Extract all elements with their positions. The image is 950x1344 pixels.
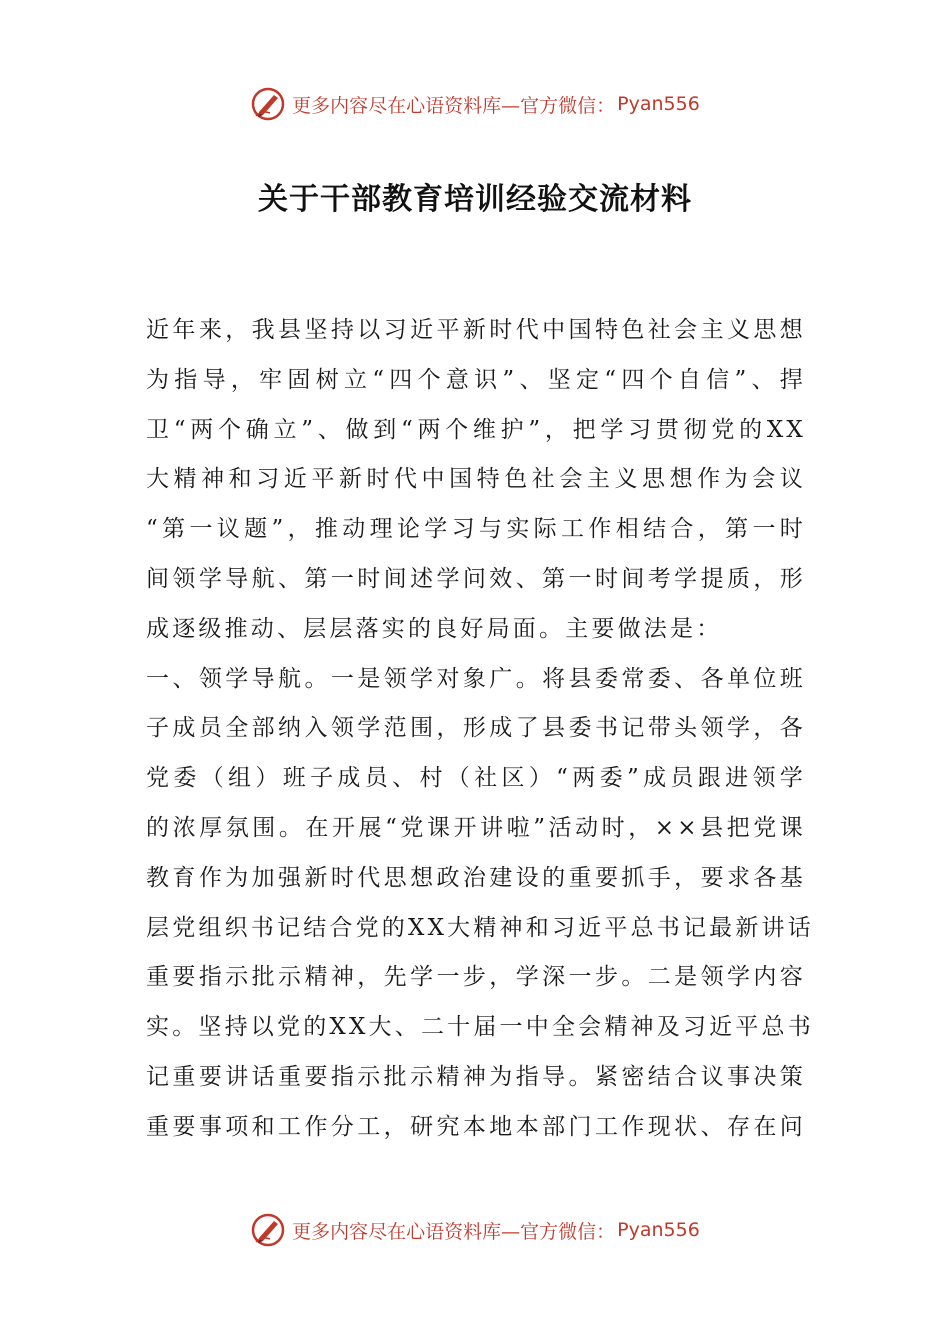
body-line: 重要事项和工作分工，研究本地本部门工作现状、存在问 xyxy=(146,1113,806,1140)
body-line: 一、领学导航。一是领学对象广。将县委常委、各单位班 xyxy=(146,665,806,692)
body-line: 成逐级推动、层层落实的良好局面。主要做法是： xyxy=(146,615,723,642)
document-title: 关于干部教育培训经验交流材料 xyxy=(258,182,692,217)
body-line: 子成员全部纳入领学范围，形成了县委书记带头领学，各 xyxy=(146,715,806,742)
body-line: 党委（组）班子成员、村（社区）“两委”成员跟进领学 xyxy=(146,765,806,792)
body-line: 卫“两个确立”、做到“两个维护”，把学习贯彻党的XX xyxy=(146,416,806,443)
body-line: 间领学导航、第一时间述学问效、第一时间考学提质，形 xyxy=(146,565,806,592)
body-line: 层党组织书记结合党的XX大精神和习近平总书记最新讲话 xyxy=(146,914,814,941)
watermark-text: 更多内容尽在心语资料库—官方微信： xyxy=(292,94,616,117)
pen-logo-icon xyxy=(250,86,286,122)
pen-logo-icon xyxy=(250,1212,286,1248)
body-line: 的浓厚氛围。在开展“党课开讲啦”活动时，××县把党课 xyxy=(146,814,806,841)
body-line: 为指导，牢固树立“四个意识”、坚定“四个自信”、捍 xyxy=(146,366,806,393)
body-line: 近年来，我县坚持以习近平新时代中国特色社会主义思想 xyxy=(146,317,806,343)
body-line: 实。坚持以党的XX大、二十届一中全会精神及习近平总书 xyxy=(146,1014,814,1041)
watermark-wechat-id: Pyan556 xyxy=(617,1219,700,1241)
watermark-banner-bottom xyxy=(0,1208,950,1252)
watermark-text: 更多内容尽在心语资料库—官方微信： xyxy=(292,1220,616,1243)
body-line: 记重要讲话重要指示批示精神为指导。紧密结合议事决策 xyxy=(146,1063,806,1090)
watermark-wechat-id: Pyan556 xyxy=(617,93,700,115)
body-line: 大精神和习近平新时代中国特色社会主义思想作为会议 xyxy=(146,466,806,493)
watermark-banner-top xyxy=(0,82,950,126)
body-line: “第一议题”，推动理论学习与实际工作相结合，第一时 xyxy=(146,516,806,543)
body-line: 教育作为加强新时代思想政治建设的重要抓手，要求各基 xyxy=(146,864,806,891)
body-line: 重要指示批示精神，先学一步，学深一步。二是领学内容 xyxy=(146,964,806,991)
document-body xyxy=(146,306,814,1153)
